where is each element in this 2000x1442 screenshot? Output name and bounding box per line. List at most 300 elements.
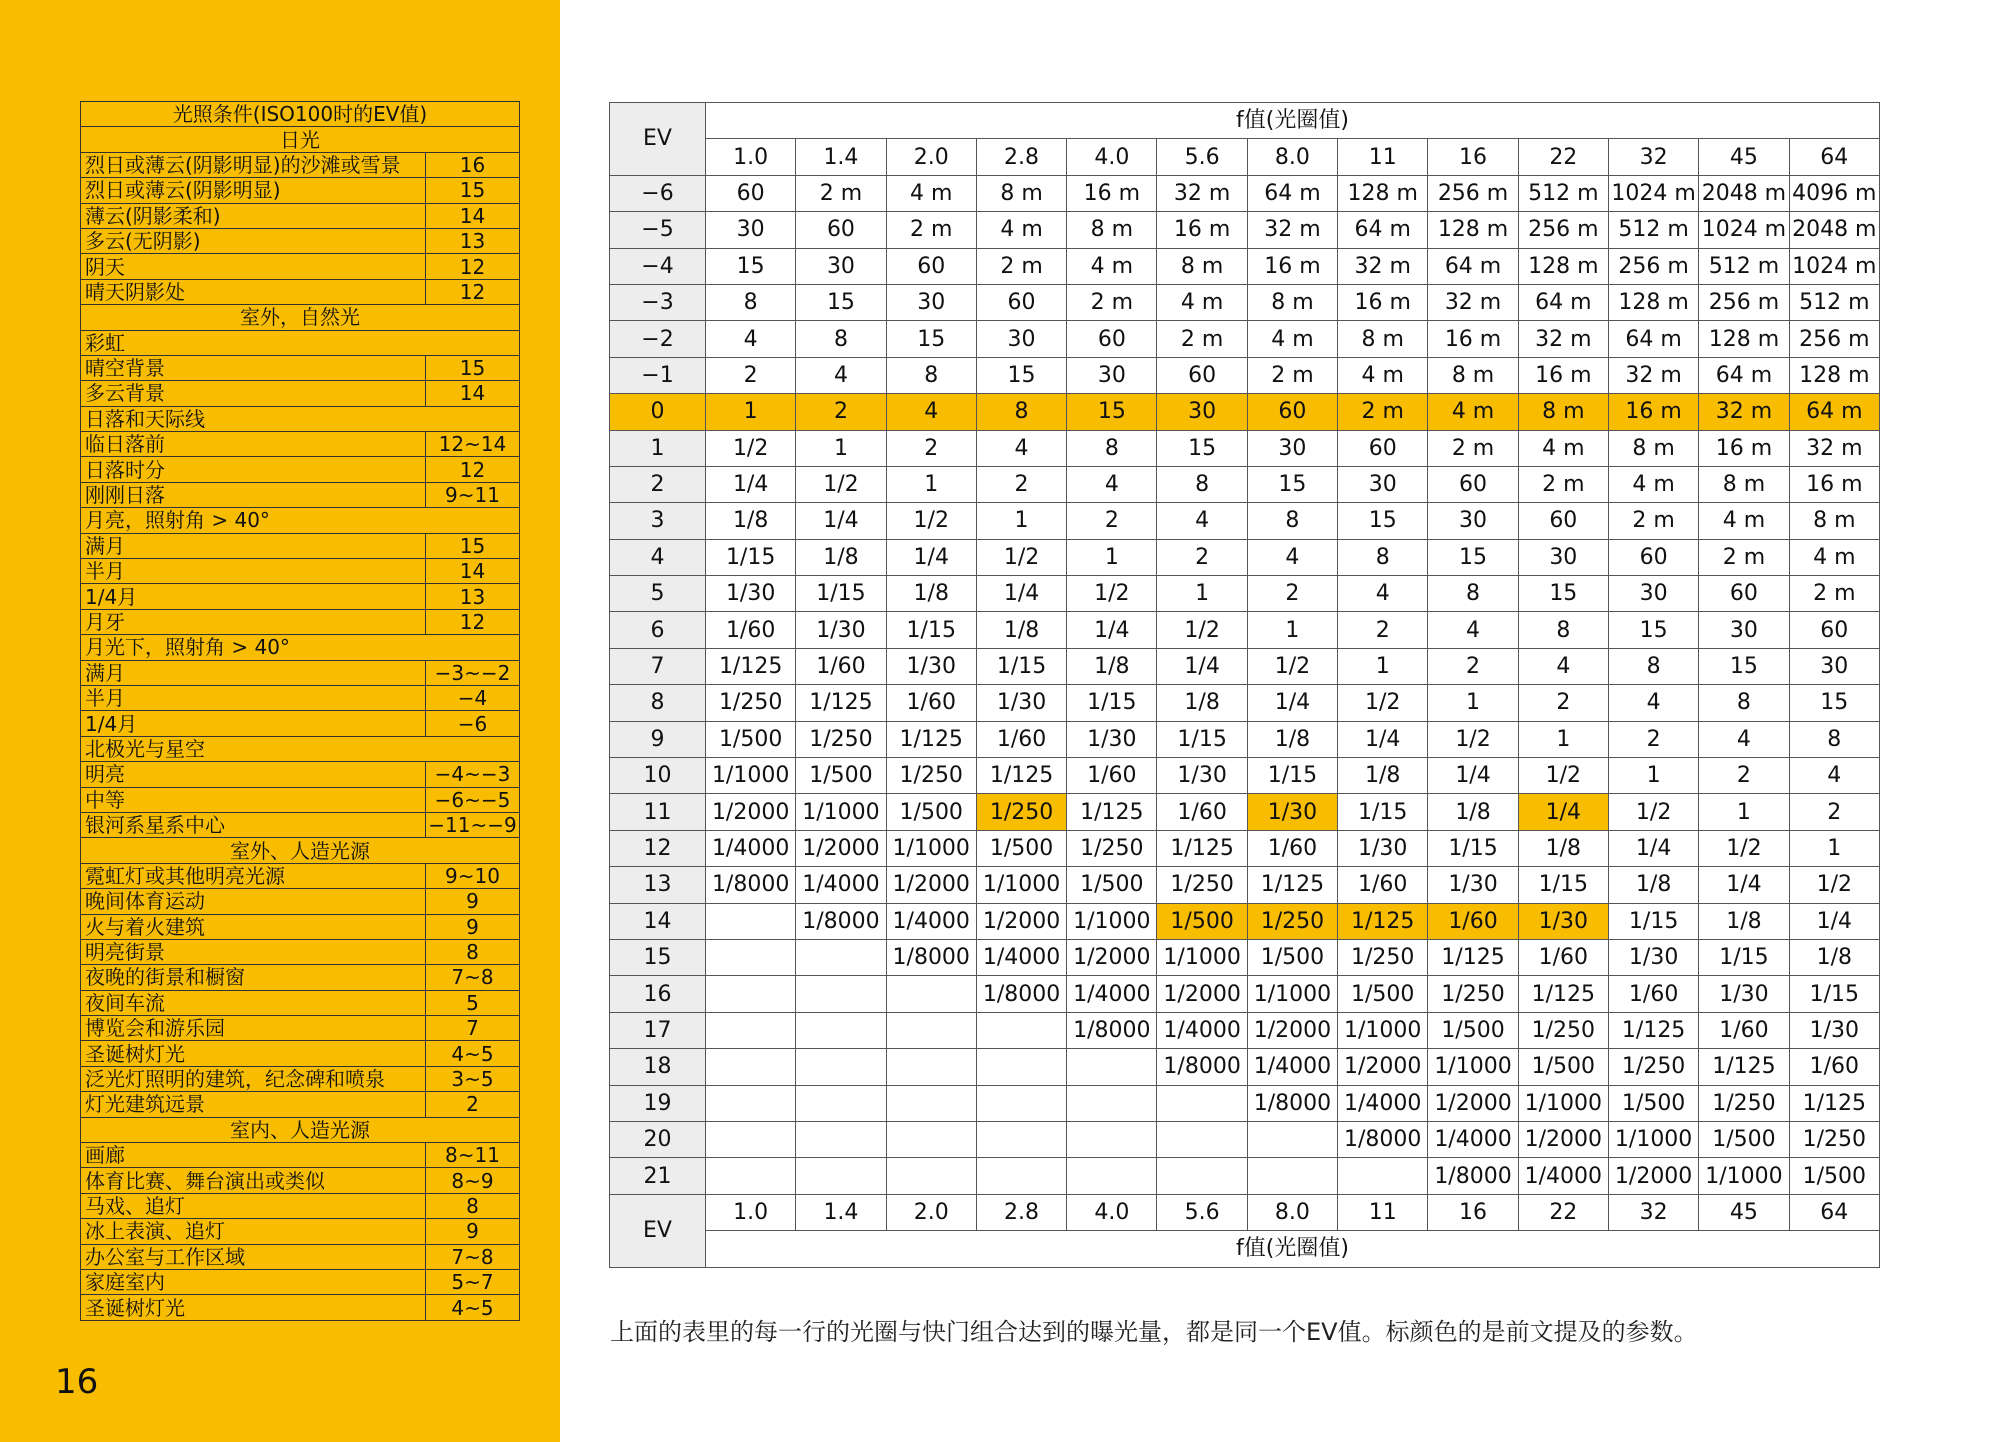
shutter-speed-cell: 30: [1157, 394, 1247, 430]
light-ev-value: 12~14: [426, 432, 520, 457]
exposure-row: [610, 357, 1880, 393]
light-ev-value: 2: [426, 1092, 520, 1117]
shutter-speed-cell: 1/250: [1518, 1012, 1608, 1048]
light-ev-value: −6~−5: [426, 787, 520, 812]
shutter-speed-cell: [886, 1049, 976, 1085]
light-group-row: [81, 635, 520, 660]
light-ev-value: 15: [426, 178, 520, 203]
shutter-speed-cell: 1024 m: [1608, 175, 1698, 211]
shutter-speed-cell: 1/2: [886, 503, 976, 539]
shutter-speed-cell: 1/125: [1067, 794, 1157, 830]
exposure-row: [610, 430, 1880, 466]
table-caption: 上面的表里的每一行的光圈与快门组合达到的曝光量，都是同一个EV值。标颜色的是前文提及的参数。: [610, 1318, 1698, 1346]
ev-value-cell: 13: [610, 867, 706, 903]
shutter-speed-cell: 2 m: [1699, 539, 1789, 575]
light-condition-label: 晴天阴影处: [81, 279, 426, 304]
ev-value-cell: 10: [610, 758, 706, 794]
shutter-speed-cell: 1/60: [1608, 976, 1698, 1012]
shutter-speed-cell: 2 m: [976, 248, 1066, 284]
light-row: [81, 584, 520, 609]
shutter-speed-cell: 30: [886, 284, 976, 320]
shutter-speed-cell: 15: [1789, 685, 1879, 721]
fstop-header-cell: 64: [1789, 139, 1879, 175]
ev-value-cell: −1: [610, 357, 706, 393]
light-ev-value: 9~11: [426, 482, 520, 507]
shutter-speed-cell: 64 m: [1247, 175, 1337, 211]
fstop-footer-cell: 45: [1699, 1194, 1789, 1230]
shutter-speed-cell: 1/2: [1338, 685, 1428, 721]
light-row: [81, 863, 520, 888]
fstop-footer-cell: 1.0: [706, 1194, 796, 1230]
light-condition-label: 圣诞树灯光: [81, 1295, 426, 1320]
shutter-speed-cell: 1/2: [1789, 867, 1879, 903]
shutter-speed-cell: 1/15: [1157, 721, 1247, 757]
ev-value-cell: 6: [610, 612, 706, 648]
shutter-speed-cell: 60: [1157, 357, 1247, 393]
shutter-speed-cell: 1/2: [976, 539, 1066, 575]
shutter-speed-cell: 1/250: [976, 794, 1066, 830]
shutter-speed-cell: [976, 1012, 1066, 1048]
fstop-footer-cell: 5.6: [1157, 1194, 1247, 1230]
shutter-speed-cell: [976, 1085, 1066, 1121]
shutter-speed-cell: 30: [706, 212, 796, 248]
exposure-row: [610, 721, 1880, 757]
fstop-header-cell: 1.0: [706, 139, 796, 175]
shutter-speed-cell: 1/60: [1338, 867, 1428, 903]
fstop-footer-cell: 64: [1789, 1194, 1879, 1230]
shutter-speed-cell: 1: [1608, 758, 1698, 794]
shutter-speed-cell: 1/1000: [1518, 1085, 1608, 1121]
shutter-speed-cell: 1/30: [1067, 721, 1157, 757]
light-ev-value: 5: [426, 990, 520, 1015]
shutter-speed-cell: 1/4: [796, 503, 886, 539]
exposure-row: [610, 248, 1880, 284]
shutter-speed-cell: 1/500: [1067, 867, 1157, 903]
shutter-speed-cell: 1/8: [1157, 685, 1247, 721]
light-row: [81, 914, 520, 939]
ev-value-cell: 20: [610, 1121, 706, 1157]
shutter-speed-cell: 1/15: [796, 576, 886, 612]
ev-footer: EV: [610, 1194, 706, 1267]
shutter-speed-cell: 1/2000: [1067, 939, 1157, 975]
shutter-speed-cell: 16 m: [1157, 212, 1247, 248]
light-row: [81, 178, 520, 203]
shutter-speed-cell: 30: [1789, 648, 1879, 684]
exposure-row: [610, 1121, 1880, 1157]
shutter-speed-cell: 1/30: [1157, 758, 1247, 794]
light-row: [81, 1244, 520, 1269]
light-table-header-row: [81, 102, 520, 127]
shutter-speed-cell: 4: [706, 321, 796, 357]
exposure-row: [610, 976, 1880, 1012]
shutter-speed-cell: 4 m: [976, 212, 1066, 248]
light-ev-value: 8~11: [426, 1143, 520, 1168]
shutter-speed-cell: 4 m: [1428, 394, 1518, 430]
shutter-speed-cell: 32 m: [1608, 357, 1698, 393]
shutter-speed-cell: 1/125: [1699, 1049, 1789, 1085]
shutter-speed-cell: 128 m: [1608, 284, 1698, 320]
shutter-speed-cell: 30: [1338, 466, 1428, 502]
shutter-speed-cell: 15: [1247, 466, 1337, 502]
light-row: [81, 889, 520, 914]
shutter-speed-cell: 128 m: [1518, 248, 1608, 284]
shutter-speed-cell: 4 m: [1157, 284, 1247, 320]
shutter-speed-cell: 30: [1518, 539, 1608, 575]
shutter-speed-cell: 1: [1067, 539, 1157, 575]
light-section-title: 日光: [81, 127, 520, 152]
shutter-speed-cell: 60: [976, 284, 1066, 320]
shutter-speed-cell: 64 m: [1428, 248, 1518, 284]
light-ev-value: −6: [426, 711, 520, 736]
light-condition-label: 夜晚的街景和橱窗: [81, 965, 426, 990]
shutter-speed-cell: 1/125: [976, 758, 1066, 794]
exposure-row: [610, 212, 1880, 248]
shutter-speed-cell: 256 m: [1789, 321, 1879, 357]
shutter-speed-cell: 32 m: [1157, 175, 1247, 211]
light-ev-value: 12: [426, 254, 520, 279]
shutter-speed-cell: 1/8: [1247, 721, 1337, 757]
shutter-speed-cell: 128 m: [1428, 212, 1518, 248]
shutter-speed-cell: 1/60: [706, 612, 796, 648]
shutter-speed-cell: 1/4: [886, 539, 976, 575]
light-group-row: [81, 508, 520, 533]
fstop-footer-title-row: [610, 1231, 1880, 1267]
shutter-speed-cell: 8: [1608, 648, 1698, 684]
light-ev-value: 13: [426, 584, 520, 609]
shutter-speed-cell: 1/250: [706, 685, 796, 721]
fstop-header-cell: 2.0: [886, 139, 976, 175]
shutter-speed-cell: 32 m: [1428, 284, 1518, 320]
ev-value-cell: 14: [610, 903, 706, 939]
shutter-speed-cell: 1/8000: [1067, 1012, 1157, 1048]
shutter-speed-cell: 1/30: [1699, 976, 1789, 1012]
shutter-speed-cell: 2: [1067, 503, 1157, 539]
shutter-speed-cell: 1/30: [886, 648, 976, 684]
shutter-speed-cell: [1247, 1158, 1337, 1194]
shutter-speed-cell: 1/500: [1157, 903, 1247, 939]
exposure-row: [610, 685, 1880, 721]
ev-value-cell: 9: [610, 721, 706, 757]
shutter-speed-cell: 1/2000: [1247, 1012, 1337, 1048]
light-ev-value: 12: [426, 279, 520, 304]
light-section-title: 室内、人造光源: [81, 1117, 520, 1142]
shutter-speed-cell: 1/8000: [1247, 1085, 1337, 1121]
light-group-title: 彩虹: [81, 330, 520, 355]
light-condition-label: 博览会和游乐园: [81, 1016, 426, 1041]
shutter-speed-cell: 1/15: [1338, 794, 1428, 830]
shutter-speed-cell: [1247, 1121, 1337, 1157]
light-condition-label: 画廊: [81, 1143, 426, 1168]
light-ev-value: 4~5: [426, 1041, 520, 1066]
shutter-speed-cell: 4 m: [1247, 321, 1337, 357]
fstop-header-cell: 11: [1338, 139, 1428, 175]
shutter-speed-cell: 1/125: [1157, 830, 1247, 866]
shutter-speed-cell: 1: [1699, 794, 1789, 830]
shutter-speed-cell: 128 m: [1699, 321, 1789, 357]
shutter-speed-cell: 4: [1338, 576, 1428, 612]
shutter-speed-cell: 1/500: [706, 721, 796, 757]
light-ev-value: 15: [426, 533, 520, 558]
shutter-speed-cell: 1/4: [1518, 794, 1608, 830]
light-row: [81, 432, 520, 457]
shutter-speed-cell: [796, 1085, 886, 1121]
shutter-speed-cell: 1/250: [1067, 830, 1157, 866]
shutter-speed-cell: 1/2000: [886, 867, 976, 903]
light-conditions-table: [80, 101, 520, 1321]
light-condition-label: 晴空背景: [81, 355, 426, 380]
light-condition-label: 1/4月: [81, 584, 426, 609]
exposure-row: [610, 794, 1880, 830]
light-ev-value: 14: [426, 381, 520, 406]
shutter-speed-cell: 1/15: [1247, 758, 1337, 794]
light-condition-label: 家庭室内: [81, 1269, 426, 1294]
shutter-speed-cell: 1/30: [1338, 830, 1428, 866]
shutter-speed-cell: 1/8000: [796, 903, 886, 939]
light-group-title: 日落和天际线: [81, 406, 520, 431]
shutter-speed-cell: 1/1000: [1157, 939, 1247, 975]
fstop-footer-cell: 22: [1518, 1194, 1608, 1230]
shutter-speed-cell: 4 m: [886, 175, 976, 211]
shutter-speed-cell: 1/15: [1428, 830, 1518, 866]
light-group-row: [81, 330, 520, 355]
light-condition-label: 火与着火建筑: [81, 914, 426, 939]
shutter-speed-cell: 4 m: [1067, 248, 1157, 284]
ev-value-cell: 11: [610, 794, 706, 830]
shutter-speed-cell: 4: [886, 394, 976, 430]
shutter-speed-cell: [706, 1085, 796, 1121]
shutter-speed-cell: 4 m: [1518, 430, 1608, 466]
left-panel: [0, 0, 560, 1442]
shutter-speed-cell: 1/15: [1699, 939, 1789, 975]
light-section-row: [81, 1117, 520, 1142]
ev-value-cell: 19: [610, 1085, 706, 1121]
light-condition-label: 体育比赛、舞台演出或类似: [81, 1168, 426, 1193]
shutter-speed-cell: 2 m: [1608, 503, 1698, 539]
shutter-speed-cell: 1/60: [976, 721, 1066, 757]
light-group-row: [81, 406, 520, 431]
ev-value-cell: 21: [610, 1158, 706, 1194]
shutter-speed-cell: 1/1000: [706, 758, 796, 794]
shutter-speed-cell: [976, 1121, 1066, 1157]
shutter-speed-cell: 1/30: [1789, 1012, 1879, 1048]
shutter-speed-cell: 128 m: [1338, 175, 1428, 211]
shutter-speed-cell: 1/2000: [1157, 976, 1247, 1012]
shutter-speed-cell: 15: [1067, 394, 1157, 430]
shutter-speed-cell: [796, 1121, 886, 1157]
light-condition-label: 满月: [81, 660, 426, 685]
shutter-speed-cell: 8 m: [1518, 394, 1608, 430]
shutter-speed-cell: 1/60: [1789, 1049, 1879, 1085]
shutter-speed-cell: 4: [1428, 612, 1518, 648]
light-condition-label: 冰上表演、追灯: [81, 1219, 426, 1244]
shutter-speed-cell: 1/4: [1157, 648, 1247, 684]
shutter-speed-cell: 8: [1428, 576, 1518, 612]
light-condition-label: 银河系星系中心: [81, 812, 426, 837]
ev-value-cell: 2: [610, 466, 706, 502]
shutter-speed-cell: 8 m: [1428, 357, 1518, 393]
shutter-speed-cell: 1/250: [1247, 903, 1337, 939]
exposure-row: [610, 1049, 1880, 1085]
shutter-speed-cell: 1/500: [1428, 1012, 1518, 1048]
shutter-speed-cell: 16 m: [1789, 466, 1879, 502]
shutter-speed-cell: 15: [1518, 576, 1608, 612]
light-ev-value: 7: [426, 1016, 520, 1041]
shutter-speed-cell: [796, 939, 886, 975]
shutter-speed-cell: 8 m: [1608, 430, 1698, 466]
light-group-title: 月亮，照射角 > 40°: [81, 508, 520, 533]
shutter-speed-cell: 2 m: [1338, 394, 1428, 430]
fstop-footer-title: f值(光圈值): [706, 1231, 1880, 1267]
exposure-row: [610, 321, 1880, 357]
light-condition-label: 多云(无阴影): [81, 228, 426, 253]
shutter-speed-cell: 1: [1518, 721, 1608, 757]
light-condition-label: 薄云(阴影柔和): [81, 203, 426, 228]
light-condition-label: 夜间车流: [81, 990, 426, 1015]
shutter-speed-cell: 2048 m: [1789, 212, 1879, 248]
shutter-speed-cell: 15: [1338, 503, 1428, 539]
light-ev-value: 8: [426, 1193, 520, 1218]
shutter-speed-cell: 32 m: [1789, 430, 1879, 466]
shutter-speed-cell: 1/8: [1789, 939, 1879, 975]
exposure-row: [610, 1085, 1880, 1121]
light-condition-label: 明亮街景: [81, 939, 426, 964]
shutter-speed-cell: 1/4000: [1067, 976, 1157, 1012]
shutter-speed-cell: 1/4000: [1428, 1121, 1518, 1157]
shutter-speed-cell: 2 m: [886, 212, 976, 248]
shutter-speed-cell: 1/1000: [976, 867, 1066, 903]
shutter-speed-cell: 4 m: [1699, 503, 1789, 539]
ev-value-cell: 3: [610, 503, 706, 539]
light-group-title: 北极光与星空: [81, 736, 520, 761]
light-ev-value: 9: [426, 914, 520, 939]
shutter-speed-cell: 60: [886, 248, 976, 284]
shutter-speed-cell: 1/60: [1518, 939, 1608, 975]
shutter-speed-cell: 1/1000: [1699, 1158, 1789, 1194]
shutter-speed-cell: 2: [1338, 612, 1428, 648]
ev-value-cell: 1: [610, 430, 706, 466]
light-row: [81, 1193, 520, 1218]
shutter-speed-cell: 1/4000: [976, 939, 1066, 975]
shutter-speed-cell: 1/60: [796, 648, 886, 684]
fstop-header-row: [610, 139, 1880, 175]
shutter-speed-cell: 15: [1428, 539, 1518, 575]
shutter-speed-cell: [886, 1012, 976, 1048]
ev-value-cell: 17: [610, 1012, 706, 1048]
shutter-speed-cell: 1/1000: [796, 794, 886, 830]
shutter-speed-cell: [706, 1049, 796, 1085]
shutter-speed-cell: 1/8: [1067, 648, 1157, 684]
shutter-speed-cell: 1/30: [976, 685, 1066, 721]
shutter-speed-cell: 8: [1518, 612, 1608, 648]
ev-value-cell: 16: [610, 976, 706, 1012]
shutter-speed-cell: 1/125: [796, 685, 886, 721]
shutter-speed-cell: 512 m: [1518, 175, 1608, 211]
light-row: [81, 1092, 520, 1117]
shutter-speed-cell: [1067, 1121, 1157, 1157]
shutter-speed-cell: 16 m: [1608, 394, 1698, 430]
shutter-speed-cell: 1/8: [976, 612, 1066, 648]
shutter-speed-cell: [886, 1121, 976, 1157]
fstop-title-row: [610, 103, 1880, 139]
shutter-speed-cell: 15: [886, 321, 976, 357]
light-condition-label: 灯光建筑远景: [81, 1092, 426, 1117]
shutter-speed-cell: 1/8: [1608, 867, 1698, 903]
exposure-table-body: [610, 103, 1880, 1268]
shutter-speed-cell: 1: [796, 430, 886, 466]
shutter-speed-cell: 1/8000: [976, 976, 1066, 1012]
shutter-speed-cell: 1/2: [796, 466, 886, 502]
shutter-speed-cell: 2048 m: [1699, 175, 1789, 211]
shutter-speed-cell: 1: [706, 394, 796, 430]
shutter-speed-cell: 1: [976, 503, 1066, 539]
shutter-speed-cell: 1/125: [1247, 867, 1337, 903]
shutter-speed-cell: 32 m: [1518, 321, 1608, 357]
shutter-speed-cell: 1/15: [1067, 685, 1157, 721]
light-row: [81, 559, 520, 584]
light-section-title: 室外、人造光源: [81, 838, 520, 863]
shutter-speed-cell: 1/2: [1699, 830, 1789, 866]
light-row: [81, 660, 520, 685]
light-condition-label: 烈日或薄云(阴影明显): [81, 178, 426, 203]
shutter-speed-cell: 1/4000: [1157, 1012, 1247, 1048]
light-ev-value: 7~8: [426, 965, 520, 990]
light-row: [81, 1143, 520, 1168]
light-row: [81, 711, 520, 736]
fstop-header-cell: 45: [1699, 139, 1789, 175]
light-ev-value: 7~8: [426, 1244, 520, 1269]
light-row: [81, 203, 520, 228]
shutter-speed-cell: 1/30: [1428, 867, 1518, 903]
shutter-speed-cell: 1/30: [796, 612, 886, 648]
shutter-speed-cell: 2: [1789, 794, 1879, 830]
shutter-speed-cell: 1/250: [1608, 1049, 1698, 1085]
shutter-speed-cell: 1/15: [976, 648, 1066, 684]
light-row: [81, 787, 520, 812]
fstop-footer-row: [610, 1194, 1880, 1230]
shutter-speed-cell: 128 m: [1789, 357, 1879, 393]
shutter-speed-cell: [886, 1085, 976, 1121]
shutter-speed-cell: 1/1000: [1608, 1121, 1698, 1157]
fstop-header-cell: 5.6: [1157, 139, 1247, 175]
shutter-speed-cell: 4: [976, 430, 1066, 466]
shutter-speed-cell: 2 m: [1518, 466, 1608, 502]
exposure-row: [610, 758, 1880, 794]
fstop-title: f值(光圈值): [706, 103, 1880, 139]
shutter-speed-cell: 1/4: [706, 466, 796, 502]
shutter-speed-cell: [706, 976, 796, 1012]
light-condition-label: 临日落前: [81, 432, 426, 457]
shutter-speed-cell: 2: [976, 466, 1066, 502]
shutter-speed-cell: 1/8: [706, 503, 796, 539]
shutter-speed-cell: 512 m: [1608, 212, 1698, 248]
shutter-speed-cell: 16 m: [1699, 430, 1789, 466]
light-row: [81, 381, 520, 406]
shutter-speed-cell: 1/4000: [796, 867, 886, 903]
shutter-speed-cell: 4: [1699, 721, 1789, 757]
fstop-footer-cell: 1.4: [796, 1194, 886, 1230]
shutter-speed-cell: [796, 976, 886, 1012]
shutter-speed-cell: 1/2000: [1608, 1158, 1698, 1194]
shutter-speed-cell: [706, 1121, 796, 1157]
light-condition-label: 1/4月: [81, 711, 426, 736]
shutter-speed-cell: 32 m: [1699, 394, 1789, 430]
shutter-speed-cell: 8 m: [1067, 212, 1157, 248]
ev-header: EV: [610, 103, 706, 176]
ev-value-cell: −6: [610, 175, 706, 211]
light-ev-value: 9~10: [426, 863, 520, 888]
fstop-header-cell: 4.0: [1067, 139, 1157, 175]
shutter-speed-cell: 1/30: [706, 576, 796, 612]
